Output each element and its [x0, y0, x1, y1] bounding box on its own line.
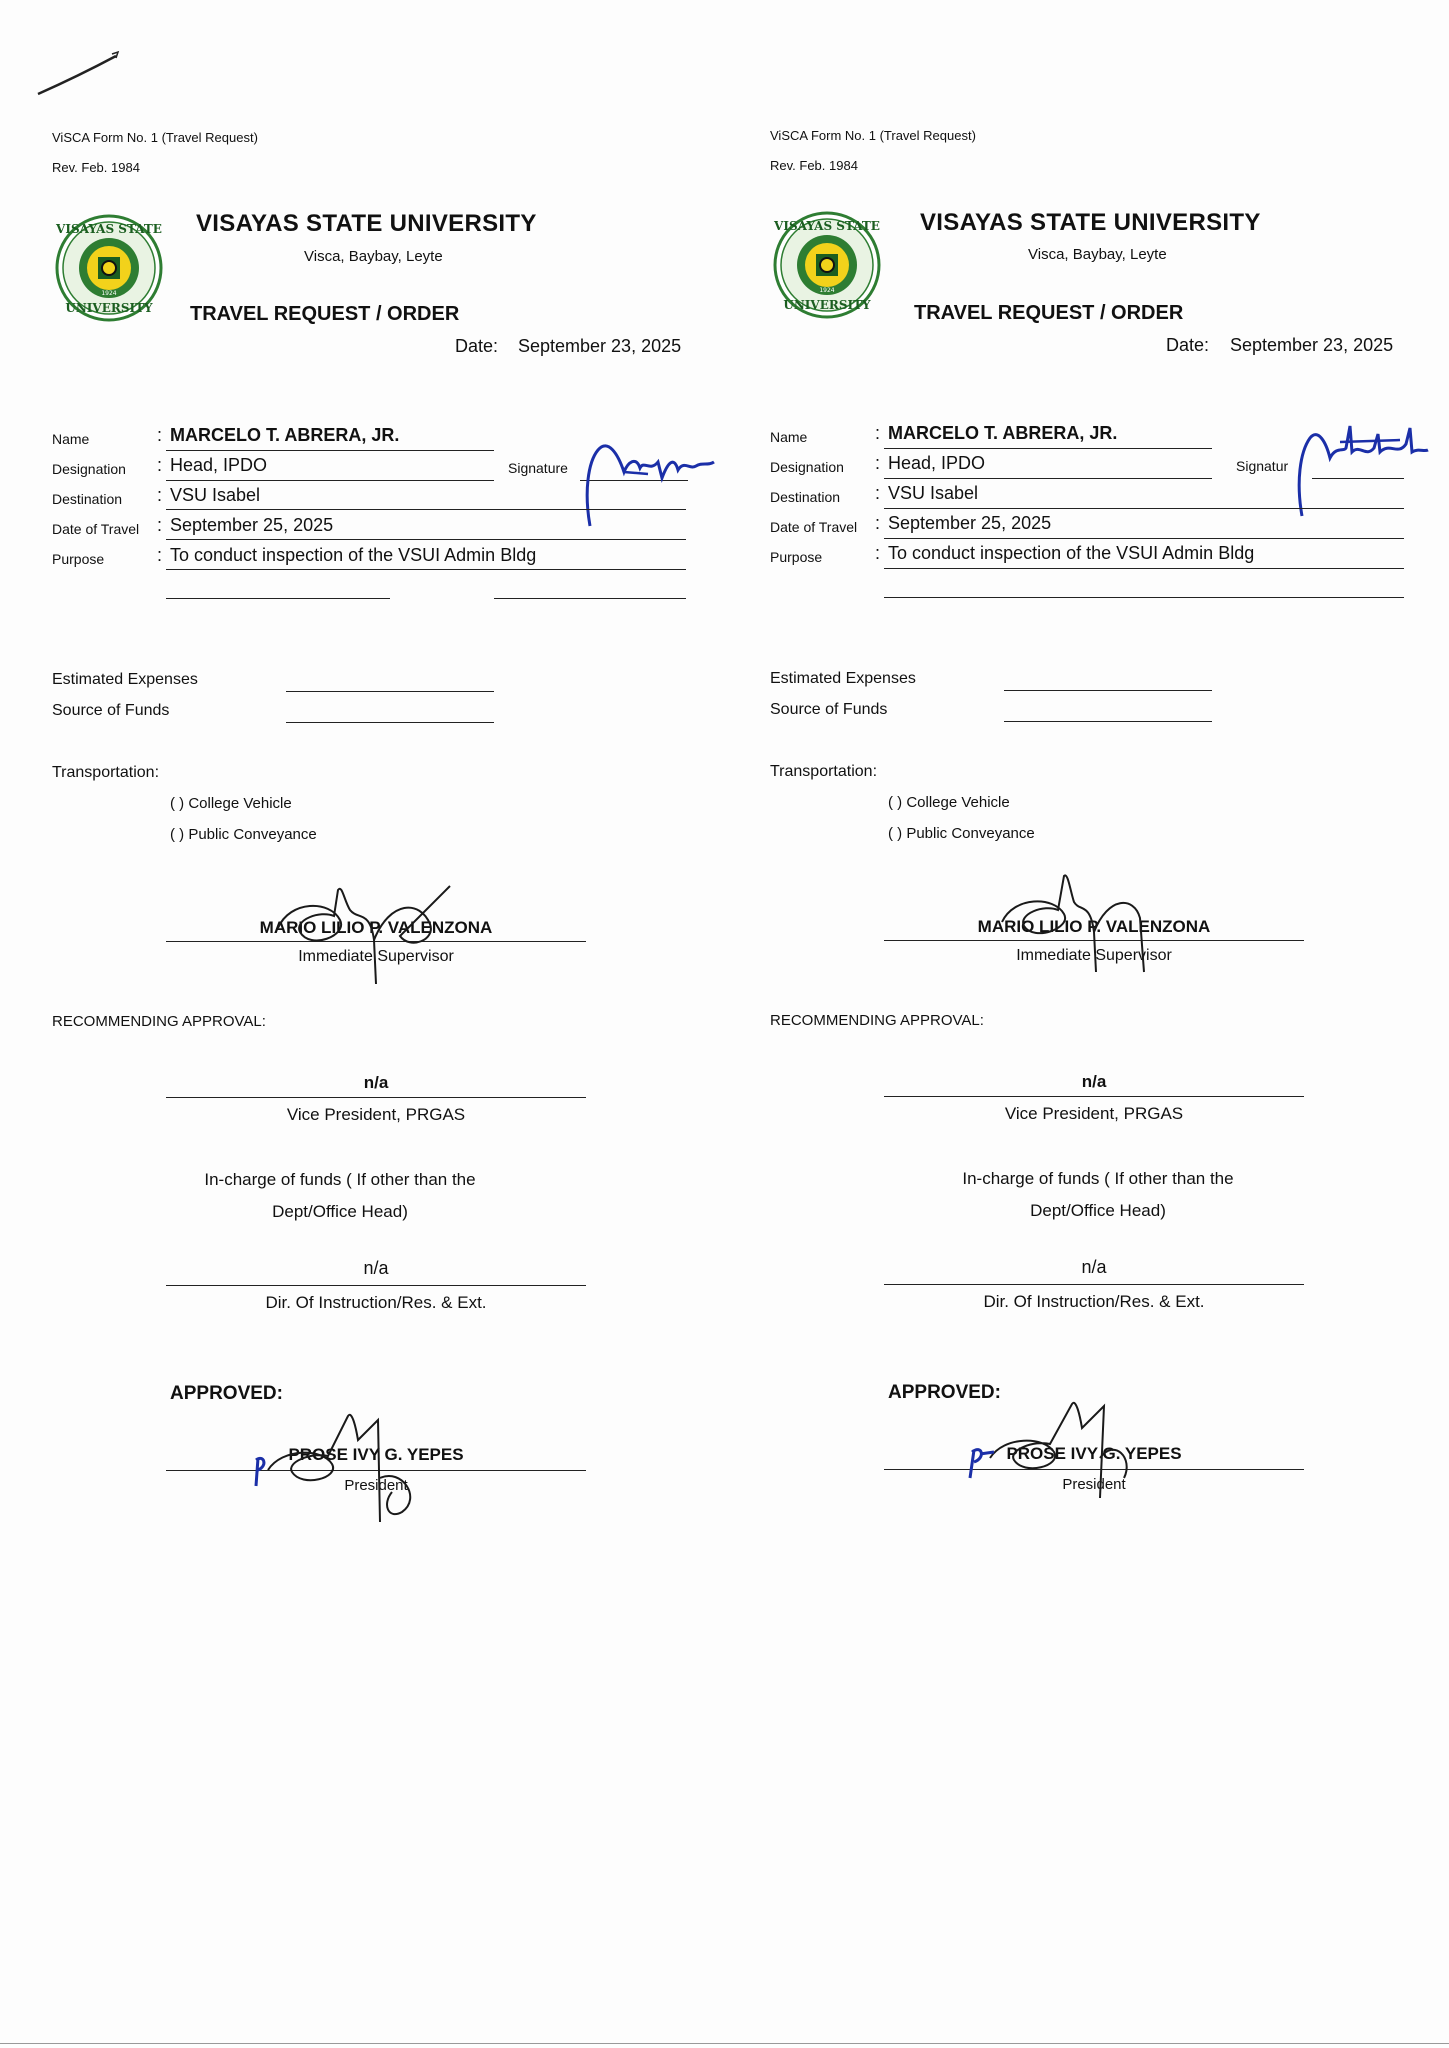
- form-revision: Rev. Feb. 1984: [52, 160, 140, 175]
- university-address: Visca, Baybay, Leyte: [1028, 246, 1167, 263]
- supervisor-title: Immediate Supervisor: [1016, 947, 1172, 964]
- date-of-travel-label: Date of Travel: [770, 519, 858, 535]
- form-title: TRAVEL REQUEST / ORDER: [914, 302, 1184, 324]
- estimated-expenses-label: Estimated Expenses: [52, 671, 198, 688]
- vp-rule: [166, 1097, 586, 1098]
- incharge-of-funds-note: [898, 1163, 1298, 1227]
- incharge-line-1: In-charge of funds ( If other than the: [962, 1169, 1234, 1188]
- approved-label: APPROVED:: [888, 1382, 1001, 1403]
- colon: :: [875, 483, 881, 503]
- vp-title: Vice President, PRGAS: [1004, 1104, 1184, 1123]
- destination-label: Destination: [770, 489, 841, 505]
- designation-label: Designation: [52, 461, 126, 477]
- university-seal-icon: [772, 210, 882, 320]
- date-of-travel-underline: [884, 538, 1404, 539]
- transportation-label: Transportation:: [52, 764, 160, 781]
- colon: :: [157, 425, 163, 445]
- incharge-line-2: Dept/Office Head): [1030, 1201, 1166, 1220]
- name-label: Name: [52, 431, 90, 447]
- estimated-expenses-label: Estimated Expenses: [770, 670, 916, 687]
- date-label: Date:: [1166, 335, 1210, 355]
- svg-text:1924: 1924: [101, 290, 117, 297]
- date-of-travel-value: September 25, 2025: [888, 513, 1052, 533]
- director-title: Dir. Of Instruction/Res. & Ext.: [983, 1292, 1205, 1311]
- designation-label: Designation: [770, 459, 844, 475]
- incharge-line-2: Dept/Office Head): [272, 1202, 408, 1221]
- svg-text:VISAYAS STATE: VISAYAS STATE: [774, 219, 880, 233]
- destination-label: Destination: [52, 491, 123, 507]
- date-value: September 23, 2025: [1230, 335, 1394, 355]
- source-of-funds-label: Source of Funds: [770, 701, 888, 718]
- estimated-expenses-underline: [1004, 690, 1212, 691]
- purpose-extra-underline: [494, 598, 686, 599]
- president-signature: [964, 1398, 1164, 1508]
- purpose-extra-underline: [884, 597, 1404, 598]
- president-name: PROSE IVY G. YEPES: [288, 1445, 464, 1464]
- colon: :: [875, 453, 881, 473]
- recommending-approval-label: RECOMMENDING APPROVAL:: [770, 1012, 984, 1029]
- name-value: MARCELO T. ABRERA, JR.: [170, 425, 400, 445]
- signature-label: Signature: [508, 460, 568, 476]
- supervisor-name: MARIO LILIO P. VALENZONA: [259, 918, 493, 937]
- source-of-funds-underline: [286, 722, 494, 723]
- option-college-vehicle: ( ) College Vehicle: [888, 794, 1010, 811]
- scan-bottom-edge: [0, 2043, 1449, 2044]
- form-revision: Rev. Feb. 1984: [770, 158, 858, 173]
- director-rule: [166, 1285, 586, 1286]
- president-title: President: [1062, 1476, 1126, 1493]
- purpose-label: Purpose: [770, 549, 823, 565]
- date-value: September 23, 2025: [518, 336, 682, 356]
- colon: :: [157, 485, 163, 505]
- source-of-funds-underline: [1004, 721, 1212, 722]
- transportation-label: Transportation:: [770, 763, 878, 780]
- estimated-expenses-underline: [286, 691, 494, 692]
- svg-text:UNIVERSITY: UNIVERSITY: [65, 301, 153, 315]
- recommending-approval-label: RECOMMENDING APPROVAL:: [52, 1013, 266, 1030]
- designation-value: Head, IPDO: [888, 453, 986, 473]
- incharge-of-funds-note: [140, 1164, 540, 1228]
- option-public-conveyance: ( ) Public Conveyance: [170, 826, 317, 843]
- colon: :: [875, 543, 881, 563]
- requester-signature: [578, 432, 718, 532]
- vp-value: n/a: [363, 1073, 389, 1092]
- university-name: VISAYAS STATE UNIVERSITY: [920, 209, 1261, 236]
- purpose-extra-underline: [166, 598, 390, 599]
- destination-underline: [884, 508, 1404, 509]
- date-of-travel-underline: [166, 539, 686, 540]
- president-name: PROSE IVY G. YEPES: [1006, 1444, 1182, 1463]
- director-rule: [884, 1284, 1304, 1285]
- destination-value: VSU Isabel: [170, 485, 261, 505]
- purpose-underline: [884, 568, 1404, 569]
- colon: :: [157, 545, 163, 565]
- destination-underline: [166, 509, 686, 510]
- university-address: Visca, Baybay, Leyte: [304, 248, 443, 265]
- option-public-conveyance: ( ) Public Conveyance: [888, 825, 1035, 842]
- colon: :: [157, 455, 163, 475]
- supervisor-signature: [270, 880, 470, 990]
- colon: :: [875, 423, 881, 443]
- source-of-funds-label: Source of Funds: [52, 702, 170, 719]
- supervisor-name: MARIO LILIO P. VALENZONA: [977, 917, 1211, 936]
- supervisor-signature: [994, 872, 1194, 982]
- supervisor-title: Immediate Supervisor: [298, 948, 454, 965]
- name-value: MARCELO T. ABRERA, JR.: [888, 423, 1118, 443]
- university-name: VISAYAS STATE UNIVERSITY: [196, 210, 537, 237]
- purpose-value: To conduct inspection of the VSUI Admin Bldg: [170, 545, 537, 565]
- purpose-underline: [166, 569, 686, 570]
- form-number: ViSCA Form No. 1 (Travel Request): [52, 130, 258, 145]
- svg-text:VISAYAS STATE: VISAYAS STATE: [56, 222, 162, 236]
- vp-rule: [884, 1096, 1304, 1097]
- svg-text:UNIVERSITY: UNIVERSITY: [783, 298, 871, 312]
- president-signature: [252, 1408, 452, 1528]
- destination-value: VSU Isabel: [888, 483, 979, 503]
- name-underline: [884, 448, 1212, 449]
- name-underline: [166, 450, 494, 451]
- colon: :: [157, 515, 163, 535]
- designation-underline: [166, 480, 494, 481]
- date-of-travel-value: September 25, 2025: [170, 515, 334, 535]
- vp-title: Vice President, PRGAS: [286, 1105, 466, 1124]
- purpose-value: To conduct inspection of the VSUI Admin Bldg: [888, 543, 1255, 563]
- director-title: Dir. Of Instruction/Res. & Ext.: [265, 1293, 487, 1312]
- form-title: TRAVEL REQUEST / ORDER: [190, 303, 460, 325]
- svg-text:1924: 1924: [819, 287, 835, 294]
- travel-request-copy-left: [0, 0, 700, 1560]
- signature-label: Signatur: [1236, 458, 1289, 474]
- colon: :: [875, 513, 881, 533]
- university-seal-icon: [54, 213, 164, 323]
- president-title: President: [344, 1477, 408, 1494]
- option-college-vehicle: ( ) College Vehicle: [170, 795, 292, 812]
- date-of-travel-label: Date of Travel: [52, 521, 140, 537]
- purpose-label: Purpose: [52, 551, 105, 567]
- requester-signature: [1290, 422, 1430, 522]
- director-value: n/a: [363, 1258, 389, 1278]
- form-number: ViSCA Form No. 1 (Travel Request): [770, 128, 976, 143]
- name-label: Name: [770, 429, 808, 445]
- incharge-line-1: In-charge of funds ( If other than the: [204, 1170, 476, 1189]
- travel-request-copy-right: [718, 0, 1418, 1560]
- approved-label: APPROVED:: [170, 1383, 283, 1404]
- designation-underline: [884, 478, 1212, 479]
- designation-value: Head, IPDO: [170, 455, 268, 475]
- vp-value: n/a: [1081, 1072, 1107, 1091]
- director-value: n/a: [1081, 1257, 1107, 1277]
- date-label: Date:: [455, 336, 499, 356]
